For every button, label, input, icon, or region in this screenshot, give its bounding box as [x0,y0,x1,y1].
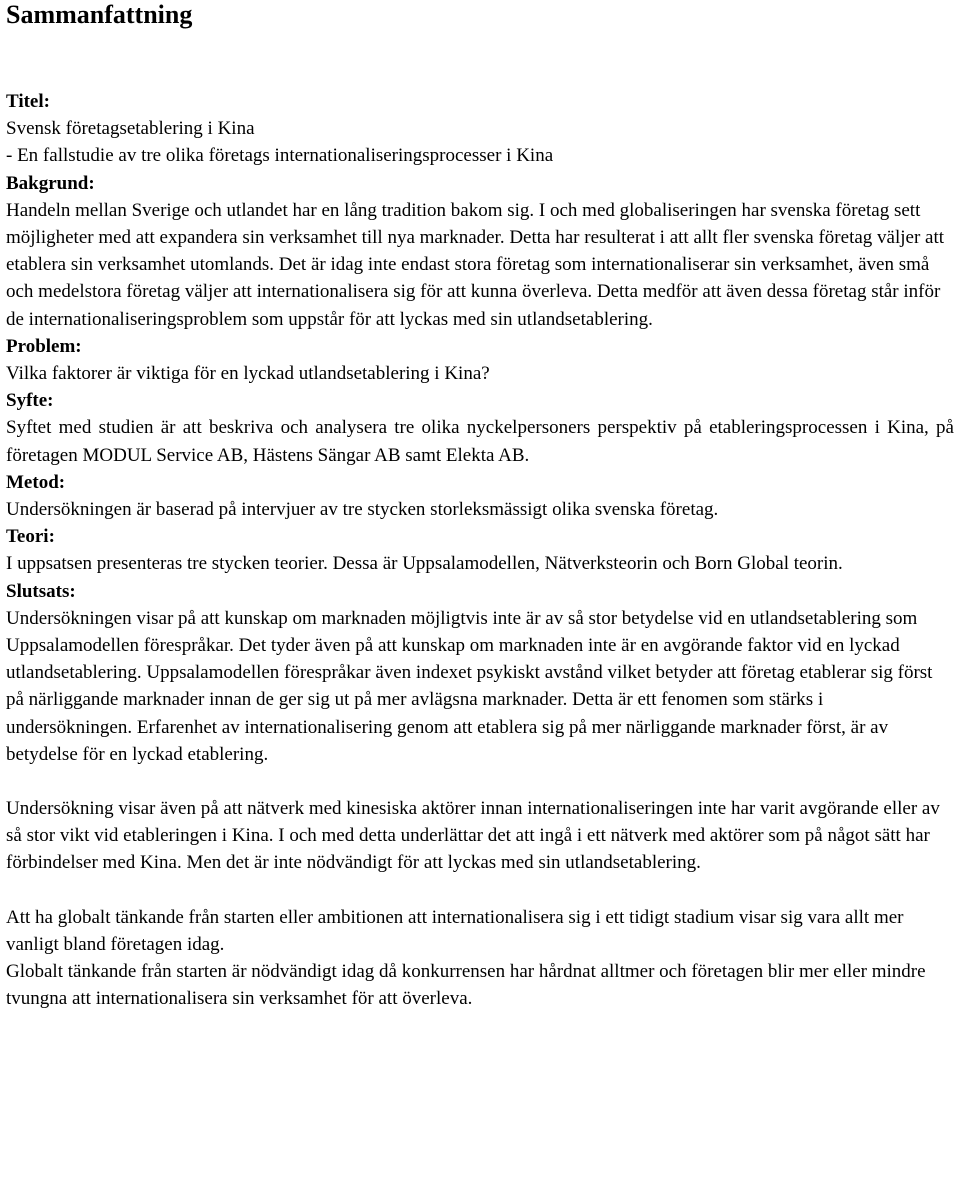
section-titel [6,88,954,170]
section-heading-bakgrund: Bakgrund: [6,172,95,194]
slutsats-paragraph-3: Att ha globalt tänkande från starten eller ambitionen att internationalisera sig i ett tidigt stadium visar sig vara allt mer vanligt bland företagen idag. [6,906,904,955]
titel-line-2: - En fallstudie av tre olika företags internationaliseringsprocesser i Kina [6,145,554,167]
syfte-text: Syftet med studien är att beskriva och analysera tre olika nyckelpersoners perspektiv på etableringsprocessen i Kina, på företagen MODUL Service AB, Hästens Sängar AB samt Elekta AB. [6,417,954,466]
section-problem [6,333,954,387]
slutsats-paragraph-1: Undersökningen visar på att kunskap om marknaden möjligtvis inte är av så stor betydelse vid en utlandsetablering som Uppsalamodellen förespråkar. Det tyder även på att kunskap om marknaden inte är en avgörande faktor vid en lyckad utlandsetablering. Uppsalamodellen förespråkar även indexet psykiskt avstånd vilket betyder att företag etablerar sig först på närliggande marknader innan de ger sig ut på mer avlägsna marknader. Detta är ett fenomen som stärks i undersökningen. Erfarenhet av internationalisering genom att etablera sig på mer närliggande marknader först, är av betydelse för en lyckad etablering. [6,607,933,765]
titel-line-1: Svensk företagsetablering i Kina [6,118,255,140]
section-bakgrund [6,170,954,333]
slutsats-paragraph-2: Undersökning visar även på att nätverk med kinesiska aktörer innan internationaliseringen inte har varit avgörande eller av så stor vikt vid etableringen i Kina. I och med detta underlättar det att ingå i ett nätverk med aktörer som på något sätt har förbindelser med Kina. Men det är inte nödvändigt för att lyckas med sin utlandsetablering. [6,798,940,874]
paragraph-gap [6,877,954,904]
section-heading-problem: Problem: [6,335,82,357]
section-heading-metod: Metod: [6,471,66,493]
section-heading-teori: Teori: [6,526,55,548]
section-heading-syfte: Syfte: [6,390,54,412]
section-syfte [6,387,954,469]
page-title: Sammanfattning [6,0,193,29]
paragraph-gap [6,768,954,795]
bakgrund-text: Handeln mellan Sverige och utlandet har en lång tradition bakom sig. I och med globaliseringen har svenska företag sett möjligheter med att expandera sin verksamhet till nya marknader. Detta har resulterat i att allt fler svenska företag väljer att etablera sin verksamhet utomlands. Det är idag inte endast stora företag som internationaliserar sin verksamhet, även små och medelstora företag väljer att internationalisera sig för att kunna överleva. Detta medför att även dessa företag står inför de internationaliseringsproblem som uppstår för att lyckas med sin utlandsetablering. [6,199,945,330]
problem-text: Vilka faktorer är viktiga för en lyckad utlandsetablering i Kina? [6,363,490,385]
section-heading-titel: Titel: [6,91,50,112]
title-spacer [6,30,954,88]
teori-text: I uppsatsen presenteras tre stycken teorier. Dessa är Uppsalamodellen, Nätverksteorin och Born Global teorin. [6,553,843,575]
section-slutsats [6,578,954,1013]
section-metod [6,469,954,523]
section-teori [6,523,954,577]
metod-text: Undersökningen är baserad på intervjuer av tre stycken storleksmässigt olika svenska företag. [6,499,719,521]
section-heading-slutsats: Slutsats: [6,580,76,602]
slutsats-paragraph-4: Globalt tänkande från starten är nödvändigt idag då konkurrensen har hårdnat alltmer och företagen blir mer eller mindre tvungna att internationalisera sin verksamhet för att överleva. [6,961,926,1010]
